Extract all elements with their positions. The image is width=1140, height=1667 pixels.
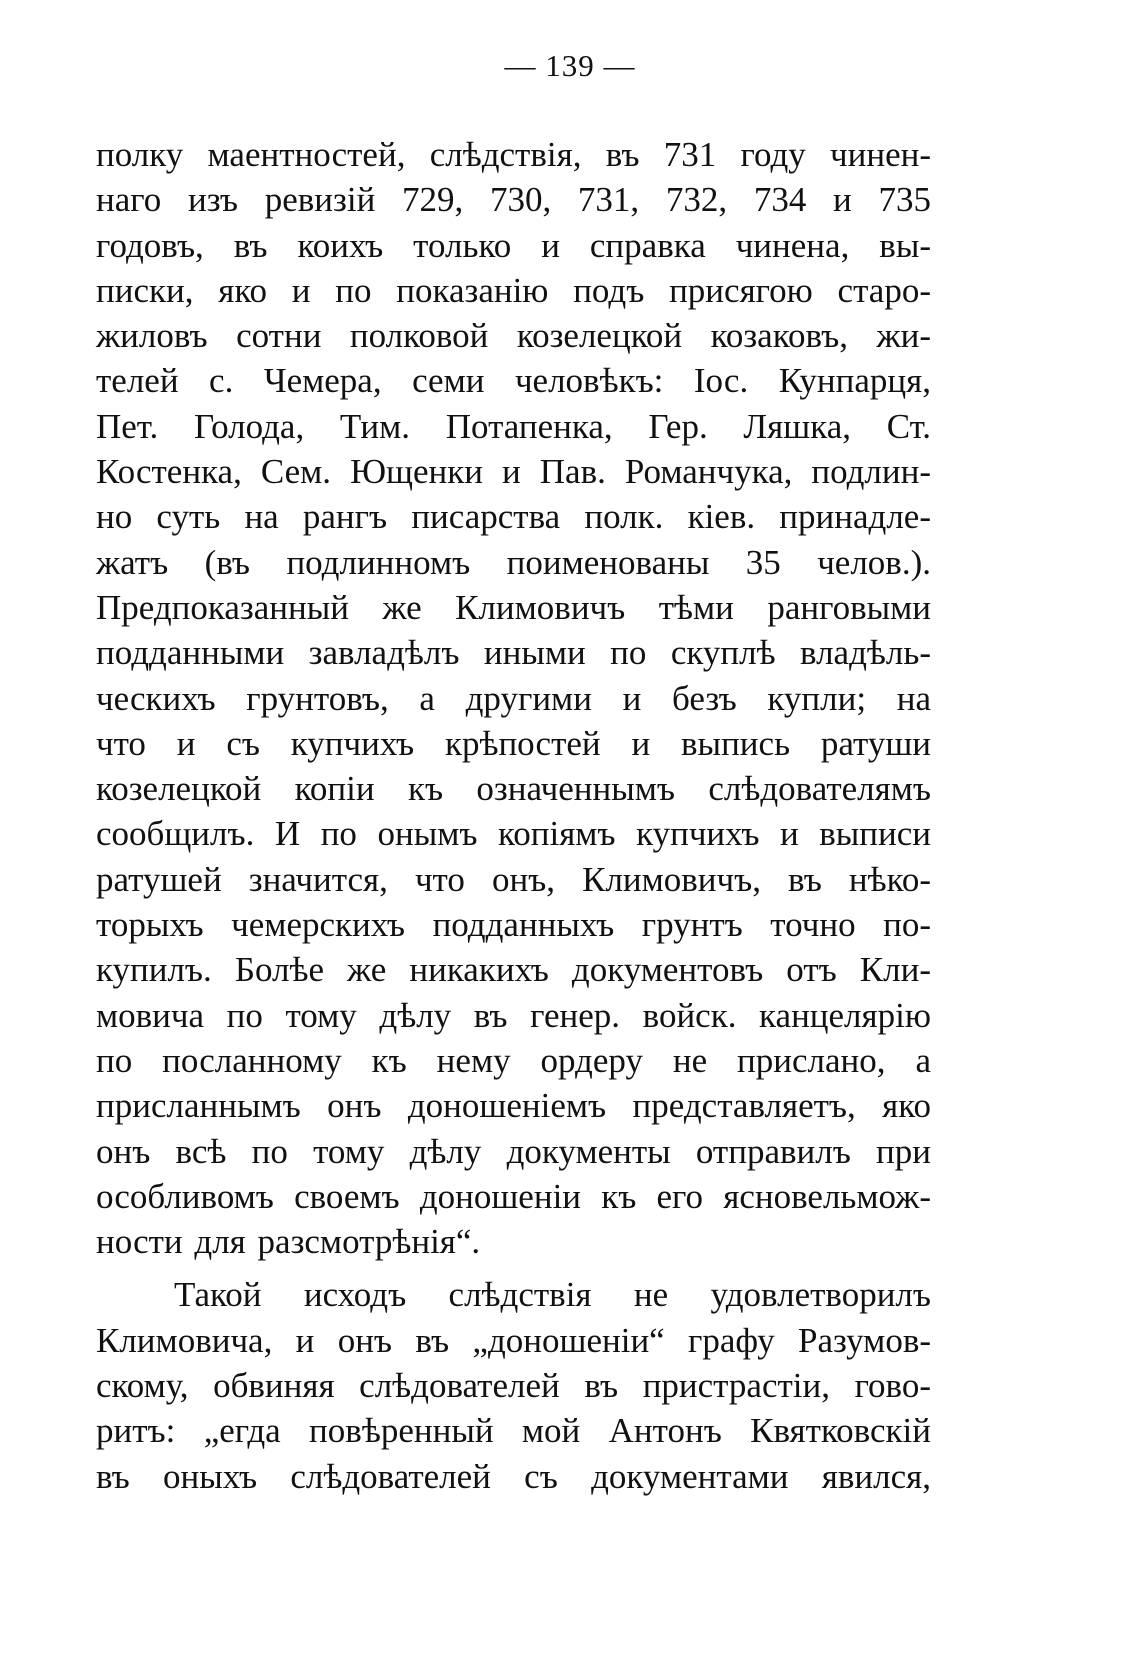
text-line: ческихъ грунтовъ, а другими и безъ купли; на xyxy=(96,678,931,718)
paragraph-1 xyxy=(96,132,931,1264)
text-line: ритъ: „егда повѣренный мой Антонъ Квятковскій xyxy=(96,1411,931,1451)
text-line: ратушей значится, что онъ, Климовичъ, въ нѣко- xyxy=(96,859,931,899)
text-line: Климовича, и онъ въ „доношеніи“ графу Разумов- xyxy=(96,1320,931,1360)
text-line: козелецкой копіи къ означеннымъ слѣдователямъ xyxy=(96,769,931,809)
paragraph-2 xyxy=(96,1272,931,1498)
text-line: присланнымъ онъ доношеніемъ представляетъ, яко xyxy=(96,1086,931,1126)
text-line: Предпоказанный же Климовичъ тѣми ранговыми xyxy=(96,587,931,627)
text-line: но суть на рангъ писарства полк. кіев. принадле- xyxy=(96,497,931,537)
text-line: торыхъ чемерскихъ подданныхъ грунтъ точно по- xyxy=(96,905,931,945)
text-line: телей с. Чемера, семи человѣкъ: Іос. Кунпарця, xyxy=(96,361,931,401)
text-line: подданными завладѣлъ иными по скуплѣ владѣль- xyxy=(96,633,931,673)
text-line: особливомъ своемъ доношеніи къ его ясновельмож- xyxy=(96,1176,931,1216)
text-line: мовича по тому дѣлу въ генер. войск. канцелярію xyxy=(96,995,931,1035)
text-line: писки, яко и по показанію подъ присягою старо- xyxy=(96,270,931,310)
body-text xyxy=(96,132,931,1499)
paragraph-gap xyxy=(96,1264,931,1272)
text-line: что и съ купчихъ крѣпостей и выпись ратуши xyxy=(96,723,931,763)
text-line: годовъ, въ коихъ только и справка чинена, вы- xyxy=(96,225,931,265)
text-line: сообщилъ. И по онымъ копіямъ купчихъ и выписи xyxy=(96,814,931,854)
text-line: жиловъ сотни полковой козелецкой козаковъ, жи- xyxy=(96,316,931,356)
text-line: наго изъ ревизій 729, 730, 731, 732, 734 и 735 xyxy=(96,180,931,220)
text-line: онъ всѣ по тому дѣлу документы отправилъ при xyxy=(96,1131,931,1171)
text-line: полку маентностей, слѣдствія, въ 731 году чинен- xyxy=(96,135,931,174)
text-line: по посланному къ нему ордеру не прислано, а xyxy=(96,1040,931,1080)
text-line: купилъ. Болѣе же никакихъ документовъ отъ Кли- xyxy=(96,950,931,990)
text-line: жатъ (въ подлинномъ поименованы 35 челов.). xyxy=(96,542,931,582)
text-line: Костенка, Сем. Ющенки и Пав. Романчука, подлин- xyxy=(96,452,931,492)
text-line: ности для разсмотрѣнія“. xyxy=(96,1222,481,1262)
text-line: Пет. Голода, Тим. Потапенка, Гер. Ляшка, Ст. xyxy=(96,406,931,446)
page-number: — 139 — xyxy=(504,48,636,83)
text-line: Такой исходъ слѣдствія не удовлетворилъ xyxy=(174,1275,931,1315)
text-line: скому, обвиняя слѣдователей въ пристрастіи, гово- xyxy=(96,1366,931,1406)
text-line: въ оныхъ слѣдователей съ документами явился, xyxy=(96,1456,931,1496)
